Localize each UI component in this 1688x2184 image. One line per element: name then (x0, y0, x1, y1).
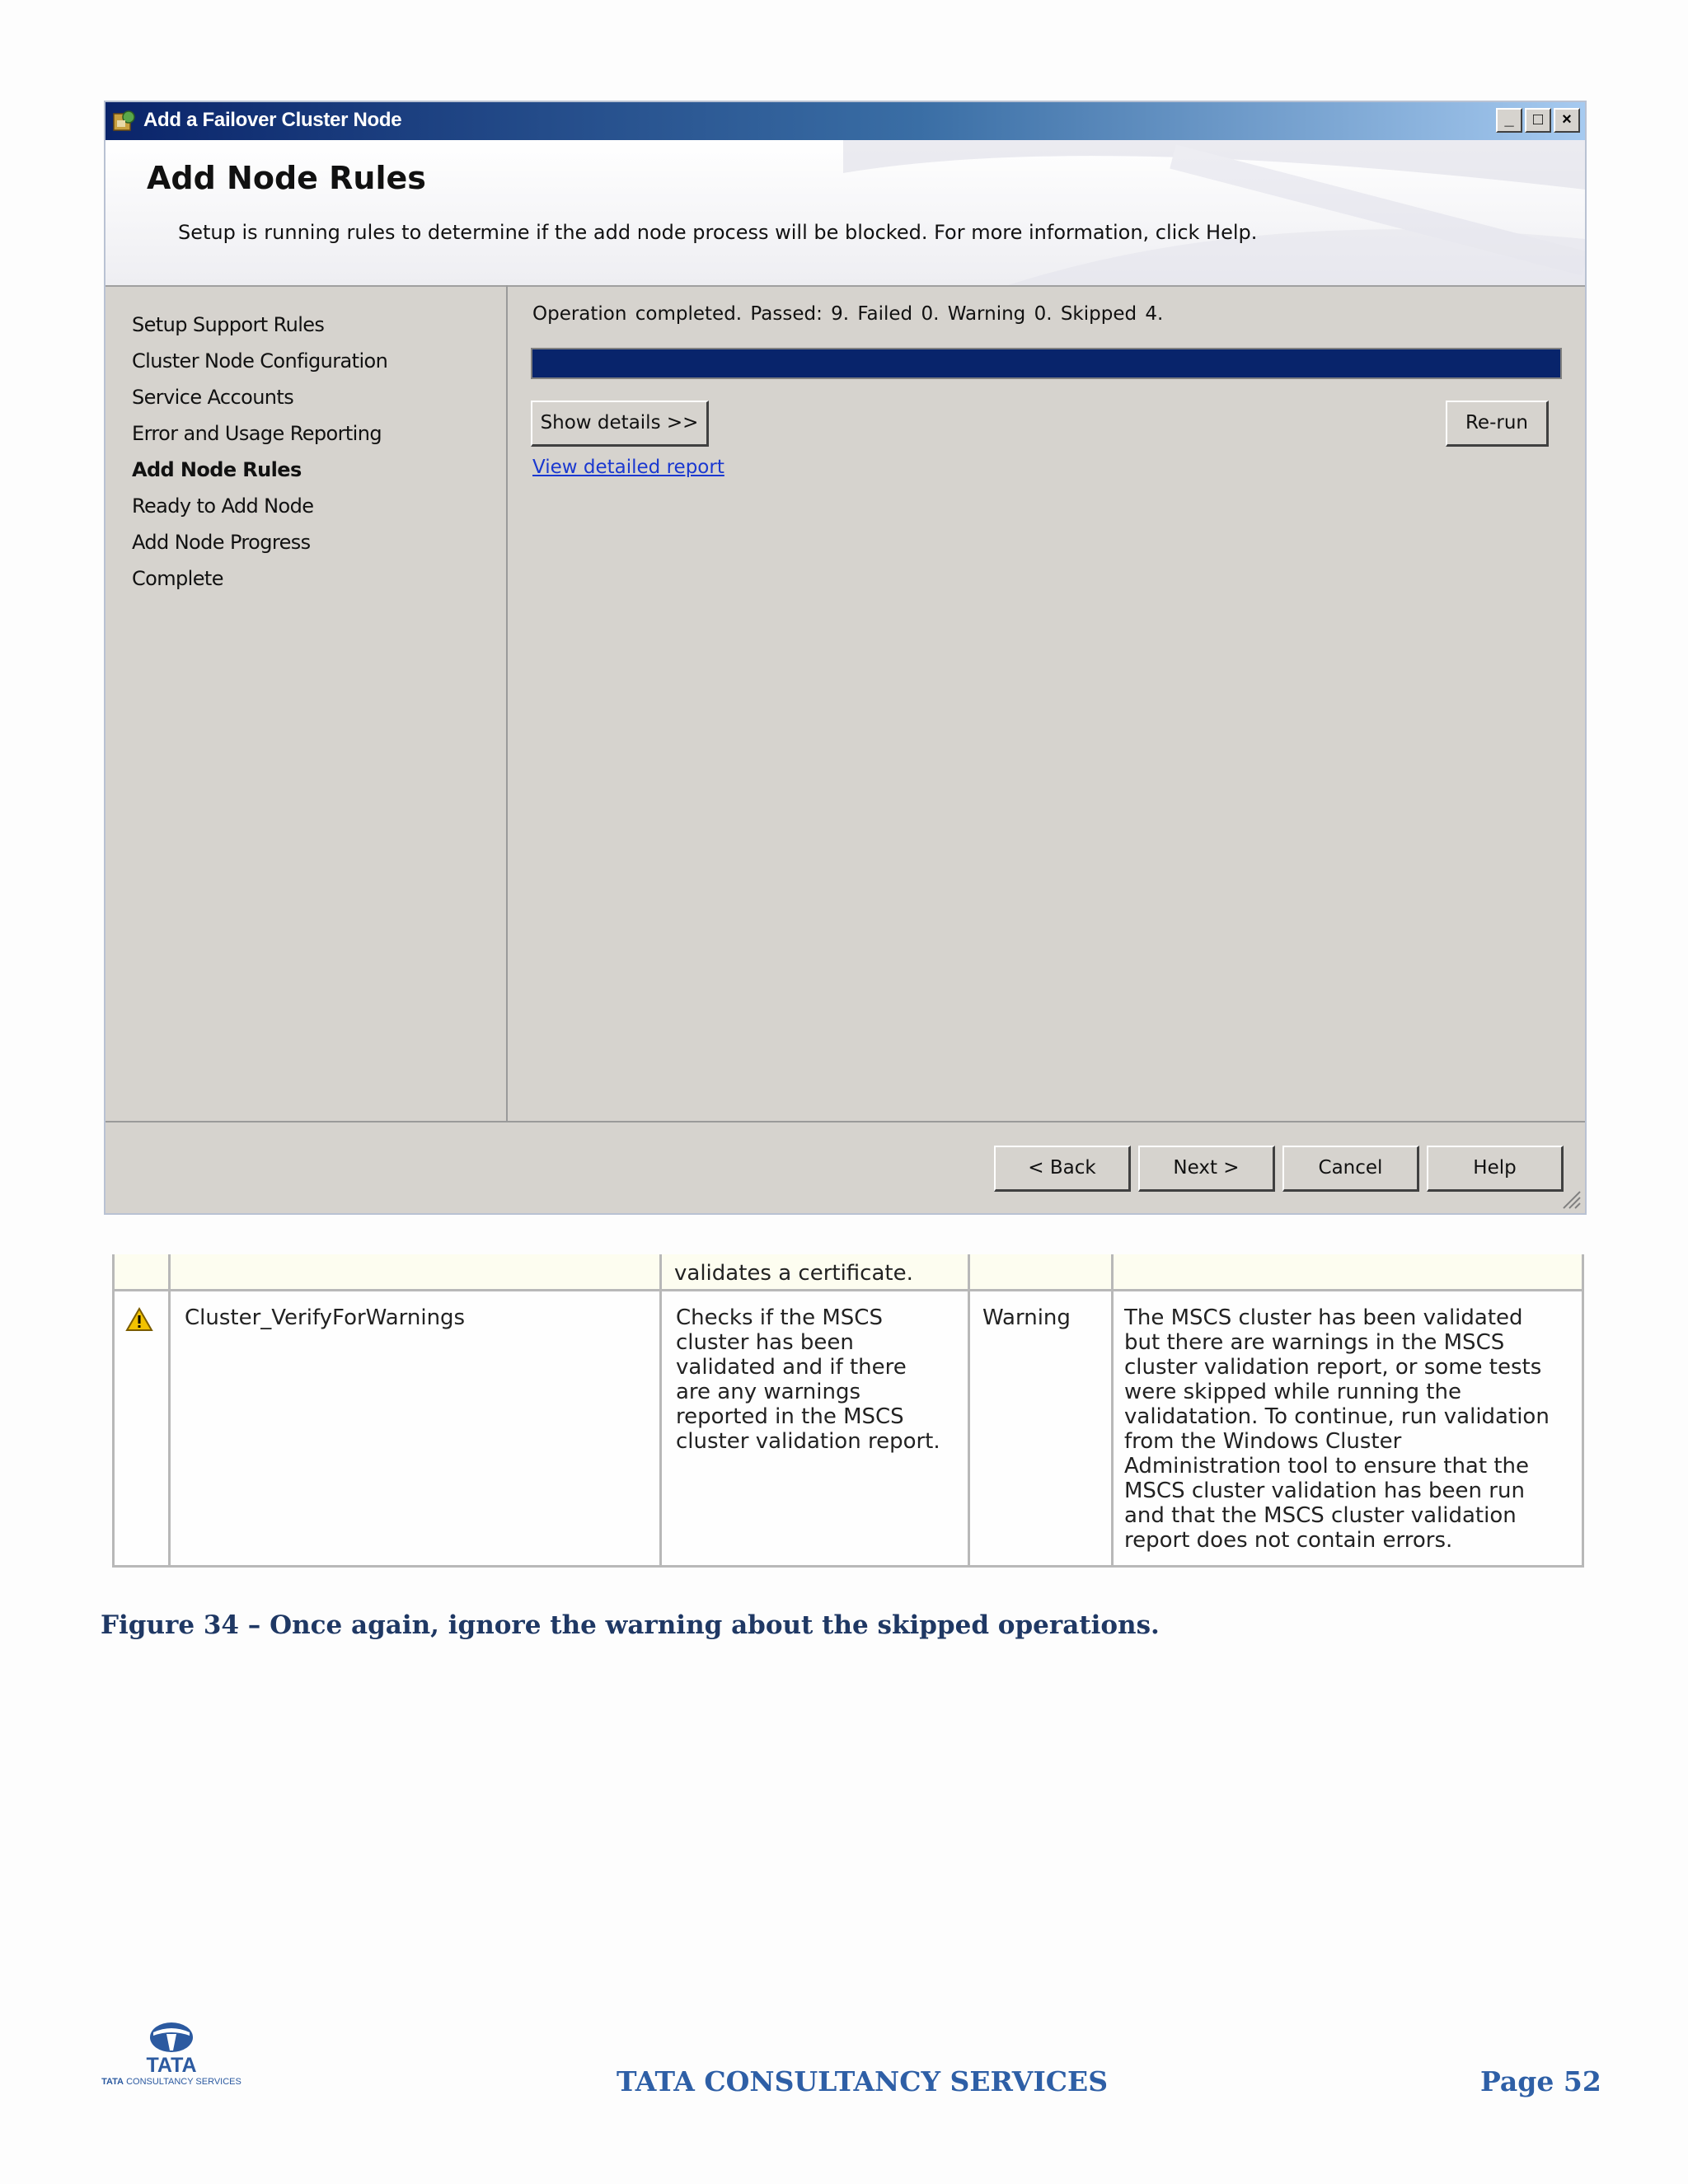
cancel-button[interactable]: Cancel (1282, 1146, 1419, 1192)
message-line: MSCS cluster validation has been run (1124, 1479, 1525, 1503)
description-line: Checks if the MSCS (676, 1305, 883, 1330)
message-line: The MSCS cluster has been validated (1124, 1305, 1523, 1330)
step-service-accounts[interactable]: Service Accounts (132, 386, 294, 409)
logo-subtitle (97, 2077, 246, 2087)
row-border (112, 1565, 1584, 1568)
help-button[interactable]: Help (1427, 1146, 1564, 1192)
page-title: Add Node Rules (147, 160, 426, 196)
rule-name: Cluster_VerifyForWarnings (185, 1305, 466, 1330)
message-line: were skipped while running the (1124, 1380, 1461, 1404)
column-divider (168, 1254, 171, 1568)
caption-buttons (1496, 108, 1580, 133)
add-failover-cluster-node-window (104, 101, 1587, 1215)
content-pane (509, 285, 1585, 1121)
next-button[interactable]: Next > (1138, 1146, 1275, 1192)
show-details-button[interactable]: Show details >> (531, 401, 709, 447)
logo-subtitle-bold: TATA (101, 2077, 124, 2087)
warning-icon (125, 1307, 153, 1332)
tcs-logo (97, 2018, 246, 2092)
window-title: Add a Failover Cluster Node (143, 109, 402, 131)
step-cluster-node-configuration[interactable]: Cluster Node Configuration (132, 349, 388, 373)
back-button[interactable]: < Back (994, 1146, 1131, 1192)
view-detailed-report-link[interactable]: View detailed report (532, 457, 724, 478)
header-decoration (843, 140, 1585, 285)
rule-result: Warning (982, 1305, 1071, 1330)
message-line: validatation. To continue, run validation (1124, 1404, 1550, 1429)
message-line: Administration tool to ensure that the (1124, 1454, 1529, 1479)
wizard-footer (106, 1121, 1585, 1213)
close-button[interactable]: × (1554, 108, 1580, 133)
column-divider (659, 1254, 662, 1568)
title-bar[interactable] (106, 102, 1585, 140)
rule-description (676, 1305, 940, 1454)
column-divider (1111, 1254, 1114, 1568)
rerun-button[interactable]: Re-run (1446, 401, 1549, 447)
description-line: are any warnings (676, 1380, 861, 1404)
logo-subtitle-text: CONSULTANCY SERVICES (126, 2077, 241, 2087)
message-line: but there are warnings in the MSCS (1124, 1330, 1505, 1355)
page-number: Page 52 (1480, 2065, 1601, 2097)
step-add-node-rules[interactable]: Add Node Rules (132, 458, 302, 481)
company-name: TATA CONSULTANCY SERVICES (617, 2065, 1109, 2097)
rules-table-fragment (112, 1254, 1584, 1568)
steps-list (132, 307, 387, 597)
tata-emblem-icon (148, 2021, 195, 2055)
column-divider (968, 1254, 970, 1568)
setup-app-icon (112, 109, 137, 134)
progress-bar (531, 348, 1562, 379)
page-subtitle: Setup is running rules to determine if the add node process will be blocked. For more information, click Help. (178, 221, 1258, 244)
step-ready-to-add-node[interactable]: Ready to Add Node (132, 494, 314, 518)
steps-pane (106, 285, 508, 1121)
message-line: from the Windows Cluster (1124, 1429, 1402, 1454)
message-line: and that the MSCS cluster validation (1124, 1503, 1517, 1528)
message-line: report does not contain errors. (1124, 1528, 1453, 1553)
description-line: cluster validation report. (676, 1429, 940, 1454)
resize-grip-icon[interactable] (1559, 1187, 1582, 1210)
partial-description: validates a certificate. (674, 1261, 913, 1286)
maximize-button[interactable]: □ (1525, 108, 1551, 133)
progress-fill (532, 349, 1560, 377)
column-divider (112, 1254, 115, 1568)
step-add-node-progress[interactable]: Add Node Progress (132, 531, 311, 554)
step-setup-support-rules[interactable]: Setup Support Rules (132, 313, 325, 336)
description-line: cluster has been (676, 1330, 854, 1355)
figure-caption: Figure 34 – Once again, ignore the warning about the skipped operations. (101, 1610, 1160, 1640)
minimize-button[interactable]: _ (1496, 108, 1522, 133)
table-row-partial (112, 1254, 1584, 1291)
operation-status: Operation completed. Passed: 9. Failed 0. Warning 0. Skipped 4. (532, 303, 1164, 325)
step-complete[interactable]: Complete (132, 567, 223, 590)
description-line: validated and if there (676, 1355, 907, 1380)
description-line: reported in the MSCS (676, 1404, 904, 1429)
rule-message (1124, 1305, 1550, 1553)
wizard-header (106, 140, 1585, 287)
logo-wordmark: TATA (146, 2054, 197, 2077)
message-line: cluster validation report, or some tests (1124, 1355, 1542, 1380)
step-error-usage-reporting[interactable]: Error and Usage Reporting (132, 422, 382, 445)
column-divider (1582, 1254, 1584, 1568)
